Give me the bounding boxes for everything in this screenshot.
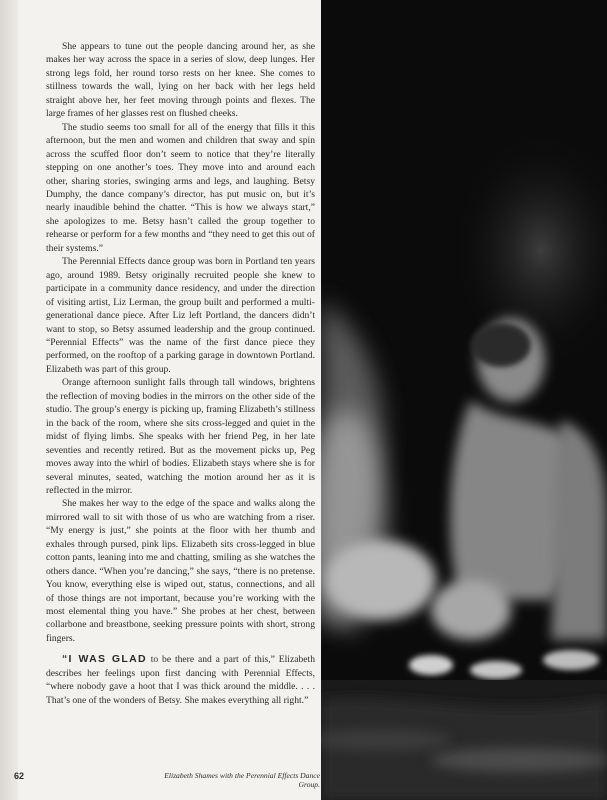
pull-quote-text: to be there and a part of this,” Elizabeth describes her feelings upon first dancing with Perennial Effects, “where nobody gave a hoot that I was thick around the middle. . . . That’s one of the wonders of Betsy. She makes everything all right.”: [46, 654, 315, 706]
article-paragraph-2: The studio seems too small for all of the energy that fills it this afternoon, but the men and women and children that sway and spin across the scuffed floor don’t seem to notice that they’re literally stepping on one another’s toes. They move into and around each other, sharing stories, swinging arms and legs, and laughing. Betsy Dumphy, the dance company’s director, has put music on, but it’s nearly inaudible behind the chatter. “This is how we always start,” she apologizes to me. Betsy hasn’t called the group together to rehearse or perform for a few months and “they need to get this out of their systems.”: [46, 121, 315, 254]
article-paragraph-1: She appears to tune out the people dancing around her, as she makes her way across the space in a series of slow, deep lunges. Her strong legs fold, her round torso rests on her knee. She comes to stillness towards the wall, lying on her back with her legs held straight above her, her feet moving through points and flexes. The large frames of her glasses rest on flushed cheeks.: [46, 41, 315, 120]
article-body: [46, 40, 315, 707]
photo-caption: Elizabeth Shames with the Perennial Effects Dance Group.: [164, 771, 320, 789]
article-paragraph-4: Orange afternoon sunlight falls through tall windows, brightens the reflection of moving bodies in the mirrors on the other side of the studio. The group’s energy is picking up, framing Elizabeth’s stillness in the back of the room, where she sits cross-legged and quiet in the midst of flying limbs. She speaks with her friend Peg, in her late seventies and recently retired. But as the movement picks up, Peg moves away into the whirl of bodies. Elizabeth stays where she is for several minutes, seated, watching the motion around her as it is reflected in the mirror.: [46, 377, 315, 496]
photo-illustration: [321, 0, 607, 800]
page-number: 62: [14, 771, 25, 781]
pull-quote: [46, 653, 315, 707]
pull-quote-lead: “I WAS GLAD: [62, 653, 147, 666]
page-gutter: [0, 0, 18, 800]
article-paragraph-5: She makes her way to the edge of the space and walks along the mirrored wall to sit with those of us who are watching from a riser. “My energy is just,” she points at the floor with her thumb and exhales through pursed, pink lips. Elizabeth sits cross-legged in blue cotton pants, leaning into me and chatting, smiling as she watches the others dance. “When you’re dancing,” she says, “there is no pretense. You know, everything else is wiped out, status, connections, and all of those things are not important, because you’re working with the most elemental thing you have.” She probes at her chest, between collarbone and breastbone, seeking pressure points with short, strong fingers.: [46, 498, 315, 644]
dance-group-photo: [321, 0, 607, 800]
article-paragraph-3: The Perennial Effects dance group was born in Portland ten years ago, around 1989. Betsy originally recruited people she knew to participate in a community dance residency, and under the direction of visiting artist, Liz Lerman, the group built and performed a multi-generational dance piece. After Liz left Portland, the dancers didn’t want to stop, so Betsy assumed leadership and the group continued. “Perennial Effects” was the name of the first dance piece they performed, on the rooftop of a parking garage in downtown Portland. Elizabeth was part of this group.: [46, 256, 315, 375]
